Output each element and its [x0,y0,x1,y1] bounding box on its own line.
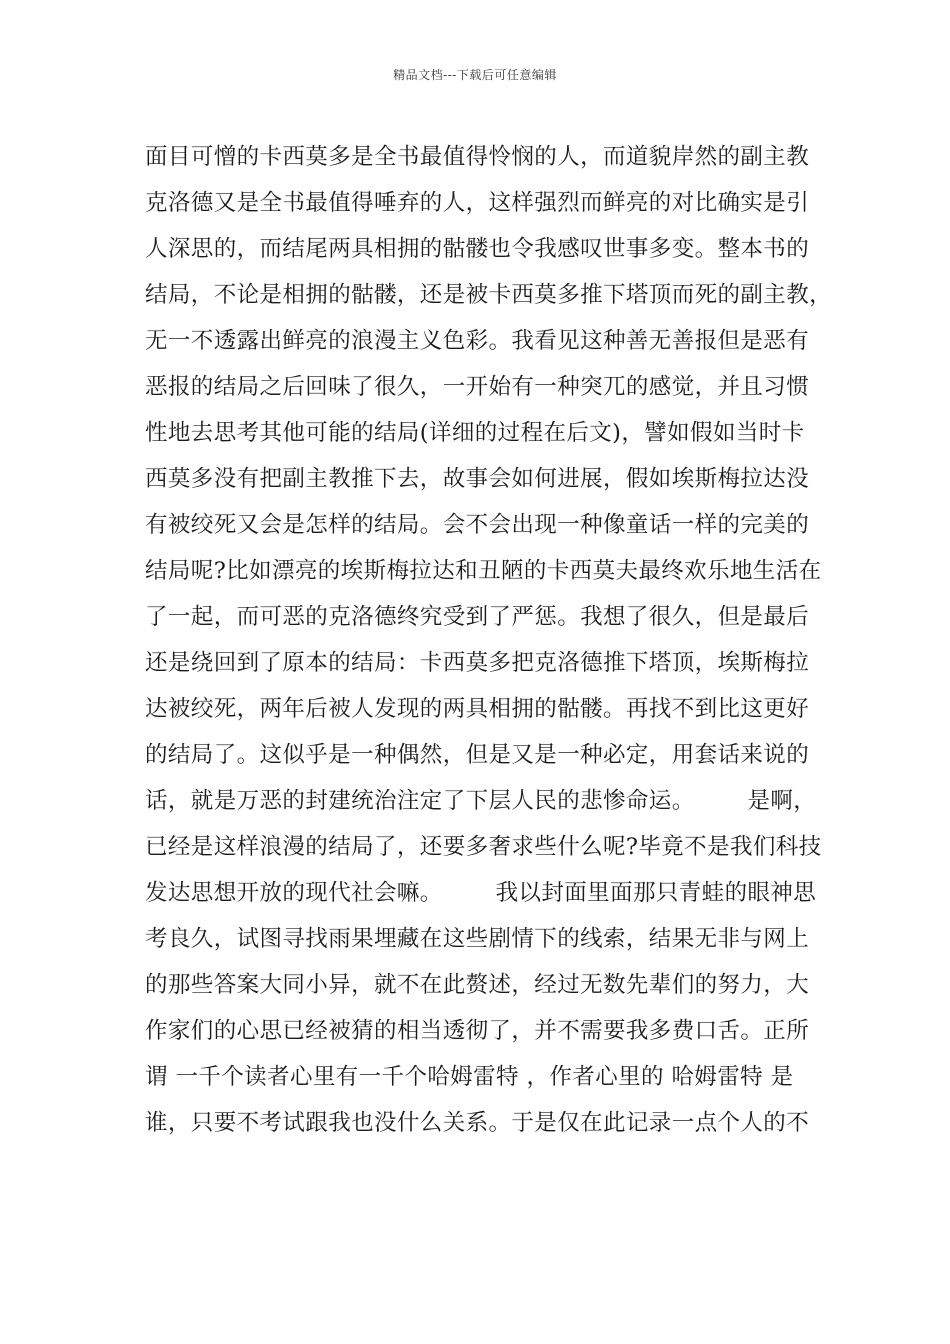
text-line: 结局呢?比如漂亮的埃斯梅拉达和丑陋的卡西莫夫最终欢乐地生活在 [145,558,822,584]
text-line: 西莫多没有把副主教推下去，故事会如何进展，假如埃斯梅拉达没 [145,466,810,492]
text-line: 谁，只要不考试跟我也没什么关系。于是仅在此记录一点个人的不 [145,1110,810,1136]
text-line: 达被绞死，两年后被人发现的两具相拥的骷髅。再找不到比这更好 [145,696,810,722]
text-line: 的那些答案大同小异，就不在此赘述，经过无数先辈们的努力，大 [145,972,810,998]
text-line: 了一起，而可恶的克洛德终究受到了严惩。我想了很久，但是最后 [145,604,810,630]
page-header: 精品文档---下载后可任意编辑 [393,68,557,82]
text-line: 无一不透露出鲜亮的浪漫主义色彩。我看见这种善无善报但是恶有 [145,328,810,354]
text-line: 人深思的，而结尾两具相拥的骷髅也令我感叹世事多变。整本书的 [145,236,810,262]
text-line: 考良久，试图寻找雨果埋藏在这些剧情下的线索，结果无非与网上 [145,926,810,952]
text-line: 有被绞死又会是怎样的结局。会不会出现一种像童话一样的完美的 [145,512,810,538]
text-line: 结局，不论是相拥的骷髅，还是被卡西莫多推下塔顶而死的副主教， [145,282,833,308]
text-line: 谓 一千个读者心里有一千个哈姆雷特 ，作者心里的 哈姆雷特 是 [145,1064,794,1090]
document-body [145,134,845,1146]
text-line: 恶报的结局之后回味了很久，一开始有一种突兀的感觉，并且习惯 [145,374,810,400]
text-line: 发达思想开放的现代社会嘛。 我以封面里面那只青蛙的眼神思 [145,880,817,906]
text-line: 作家们的心思已经被猜的相当透彻了，并不需要我多费口舌。正所 [145,1018,810,1044]
text-line: 的结局了。这似乎是一种偶然，但是又是一种必定，用套话来说的 [145,742,810,768]
text-line: 面目可憎的卡西莫多是全书最值得怜悯的人，而道貌岸然的副主教 [145,144,810,170]
text-line: 话，就是万恶的封建统治注定了下层人民的悲惨命运。 是啊， [145,788,817,814]
text-line: 克洛德又是全书最值得唾弃的人，这样强烈而鲜亮的对比确实是引 [145,190,810,216]
text-line: 已经是这样浪漫的结局了，还要多奢求些什么呢?毕竟不是我们科技 [145,834,822,860]
text-line: 性地去思考其他可能的结局(详细的过程在后文)，譬如假如当时卡 [145,420,805,446]
text-line: 还是绕回到了原本的结局：卡西莫多把克洛德推下塔顶，埃斯梅拉 [145,650,810,676]
